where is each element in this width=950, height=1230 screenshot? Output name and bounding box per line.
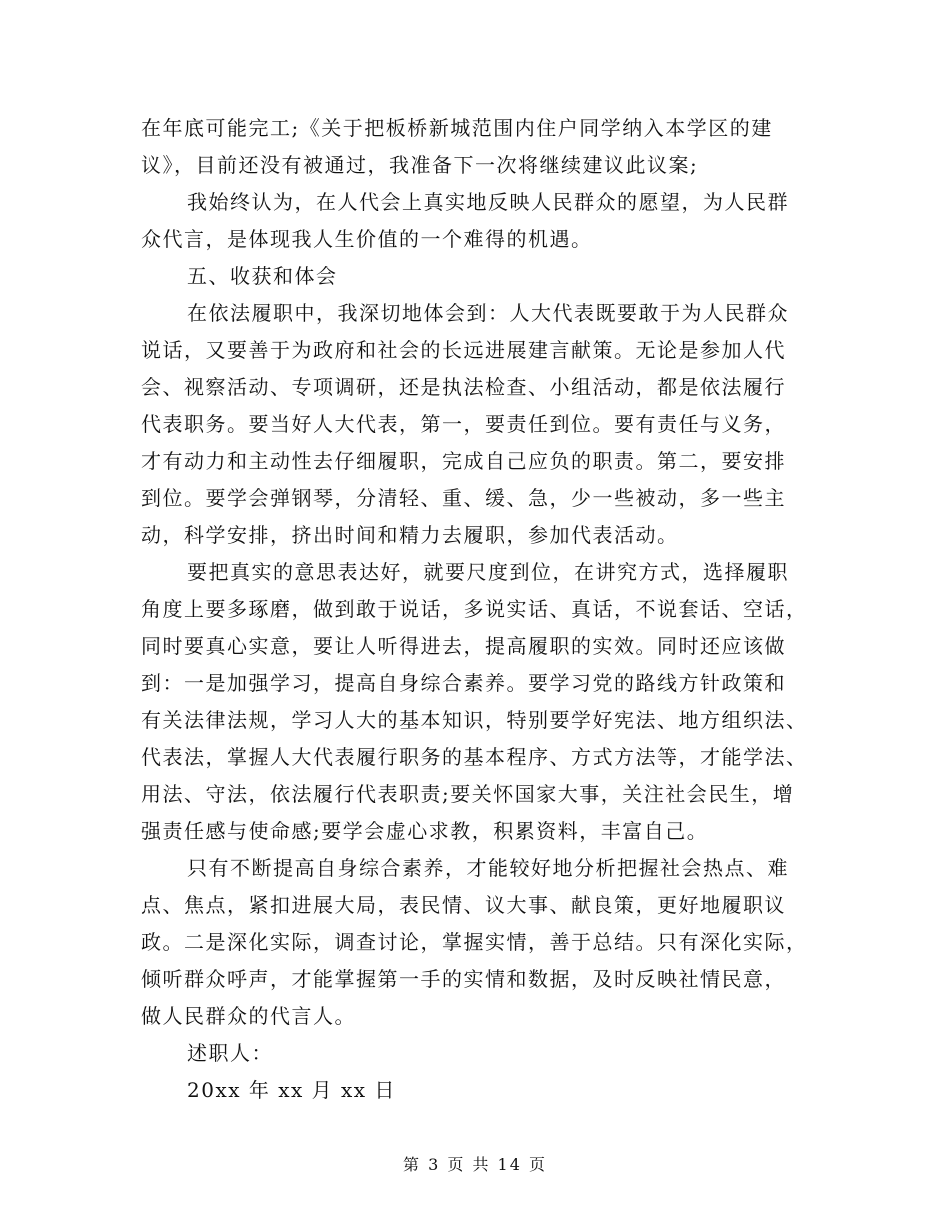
text-line: 政。二是深化实际，调查讨论，掌握实情，善于总结。只有深化实际，: [141, 930, 808, 954]
text-line: 只有不断提高自身综合素养，才能较好地分析把握社会热点、难: [187, 856, 789, 880]
section-heading: 五、收获和体会: [187, 264, 338, 288]
text-line: 强责任感与使命感;要学会虚心求教，积累资料，丰富自己。: [141, 819, 709, 843]
text-line: 动，科学安排，挤出时间和精力去履职，参加代表活动。: [141, 523, 679, 547]
text-line: 代表职务。要当好人大代表，第一，要责任到位。要有责任与义务，: [141, 412, 786, 436]
text-line: 我始终认为，在人代会上真实地反映人民群众的愿望，为人民群: [187, 190, 789, 214]
document-body: [141, 110, 811, 1109]
text-line: 众代言，是体现我人生价值的一个难得的机遇。: [141, 227, 593, 251]
text-line: 点、焦点，紧扣进展大局，表民情、议大事、献良策，更好地履职议: [141, 893, 786, 917]
signature-label: 述职人：: [187, 1041, 273, 1065]
text-line: 到位。要学会弹钢琴，分清轻、重、缓、急，少一些被动，多一些主: [141, 486, 786, 510]
text-line: 说话，又要善于为政府和社会的长远进展建言献策。无论是参加人代: [141, 338, 786, 362]
text-line: 要把真实的意思表达好，就要尺度到位，在讲究方式，选择履职: [187, 560, 789, 584]
text-line: 同时要真心实意，要让人听得进去，提高履职的实效。同时还应该做: [141, 634, 786, 658]
text-line: 代表法，掌握人大代表履行职务的基本程序、方式方法等，才能学法、: [141, 745, 808, 769]
text-line: 会、视察活动、专项调研，还是执法检查、小组活动，都是依法履行: [141, 375, 786, 399]
text-line: 角度上要多琢磨，做到敢于说话，多说实话、真话，不说套话、空话，: [141, 597, 808, 621]
signature-date: 20xx 年 xx 月 xx 日: [187, 1078, 396, 1102]
text-line: 到：一是加强学习，提高自身综合素养。要学习党的路线方针政策和: [141, 671, 786, 695]
text-line: 倾听群众呼声，才能掌握第一手的实情和数据，及时反映社情民意，: [141, 967, 786, 991]
text-line: 在年底可能完工;《关于把板桥新城范围内住户同学纳入本学区的建: [141, 116, 773, 140]
text-line: 用法、守法，依法履行代表职责;要关怀国家大事，关注社会民生，增: [141, 782, 795, 806]
text-line: 有关法律法规，学习人大的基本知识，特别要学好宪法、地方组织法、: [141, 708, 808, 732]
page-number-footer: 第 3 页 共 14 页: [403, 1155, 547, 1174]
text-line: 才有动力和主动性去仔细履职，完成自己应负的职责。第二，要安排: [141, 449, 786, 473]
text-line: 在依法履职中，我深切地体会到：人大代表既要敢于为人民群众: [187, 301, 789, 325]
text-line: 议》，目前还没有被通过，我准备下一次将继续建议此议案;: [141, 153, 699, 177]
text-line: 做人民群众的代言人。: [141, 1004, 356, 1028]
